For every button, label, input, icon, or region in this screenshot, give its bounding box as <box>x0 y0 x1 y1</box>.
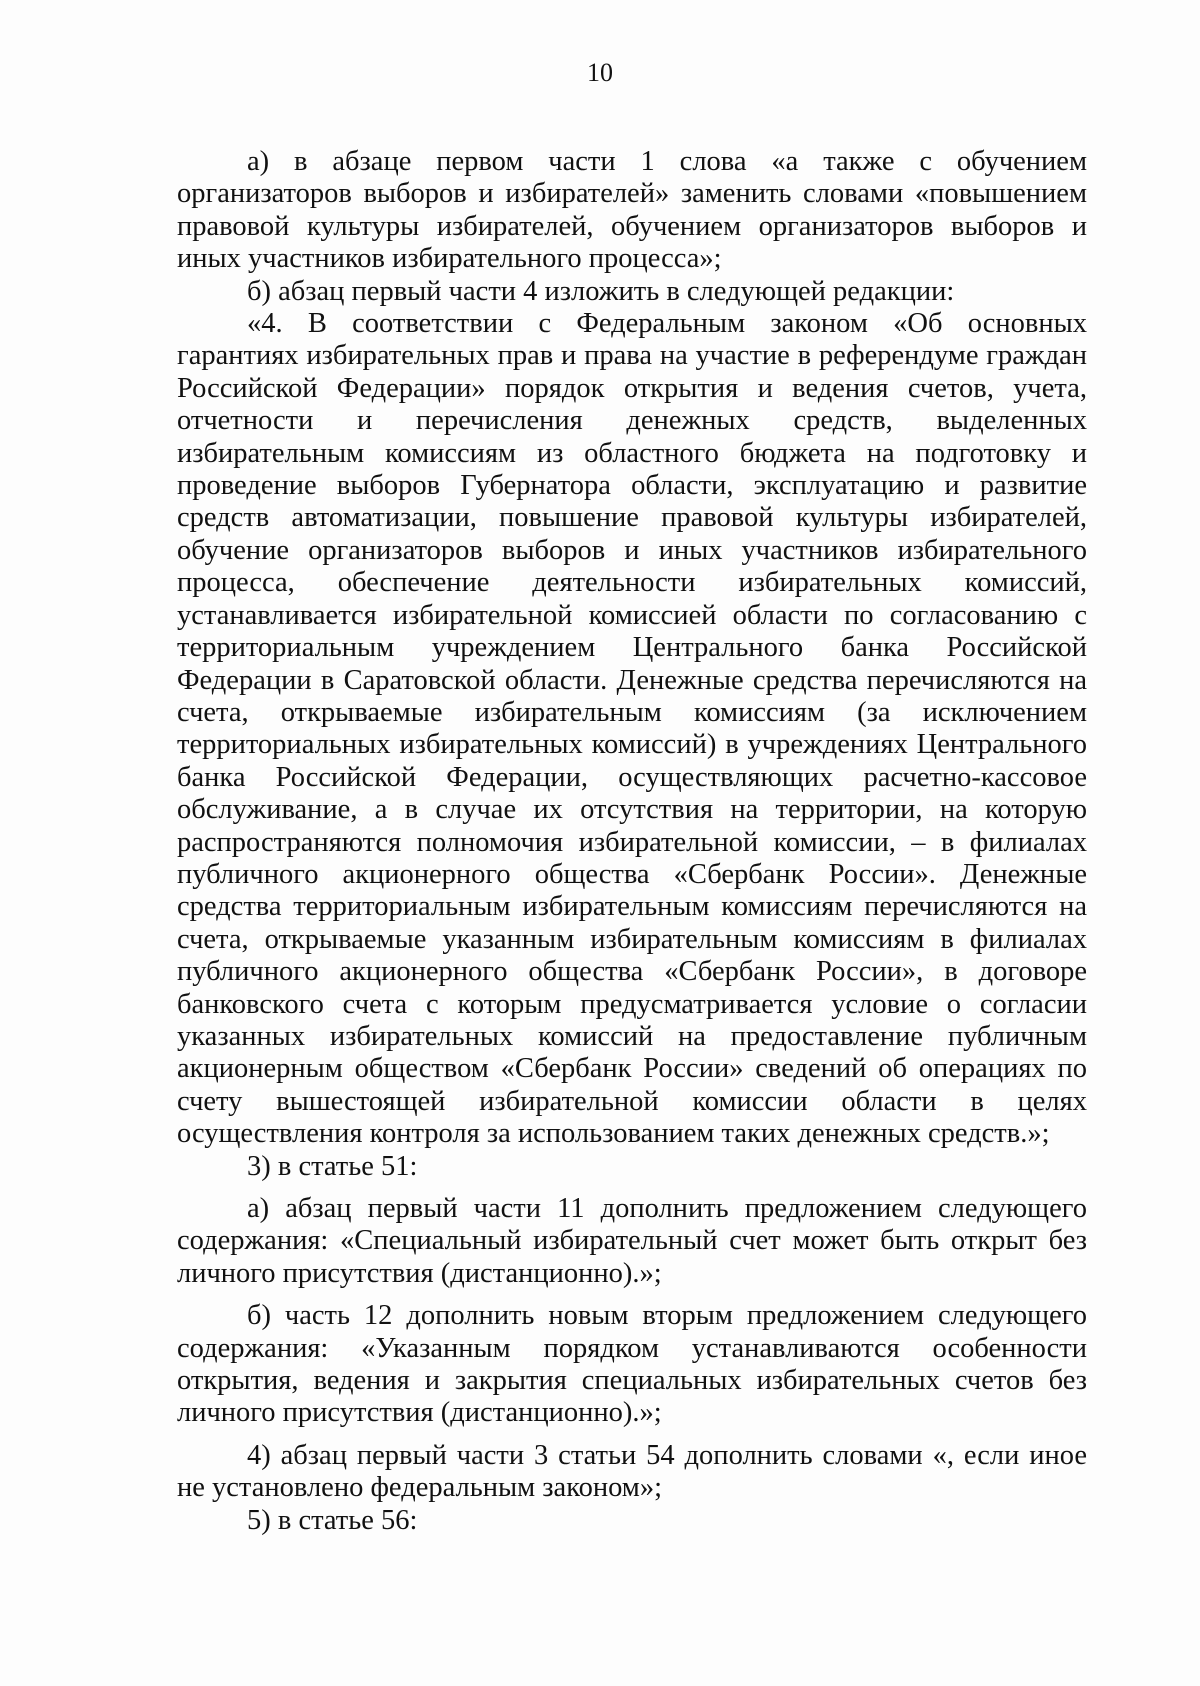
paragraph-article-51: 3) в статье 51: <box>247 1150 418 1182</box>
paragraph-article-54: 4) абзац первый части 3 статьи 54 дополнить словами «, если иное не установлено федеральным законом»; <box>177 1439 1087 1504</box>
page-number: 10 <box>587 58 613 87</box>
paragraph-article-56: 5) в статье 56: <box>247 1504 418 1536</box>
paragraph-quoted-part-4: «4. В соответствии с Федеральным законом «Об основных гарантиях избирательных прав и права на участие в референдуме граждан Российской Федерации» порядок открытия и ведения счетов, учета, отчетности и перечисления денежных средств, выделенных избирательным комиссиям из областного бюджета на подготовку и проведение выборов Губернатора области, эксплуатацию и развитие средств автоматизации, повышение правовой культуры избирателей, обучение организаторов выборов и иных участников избирательного процесса, обеспечение деятельности избирательных комиссий, устанавливается избирательной комиссией области по согласованию с территориальным учреждением Центрального банка Российской Федерации в Саратовской области. Денежные средства перечисляются на счета, открываемые избирательным комиссиям (за исключением территориальных избирательных комиссий) в учреждениях Центрального банка Российской Федерации, осуществляющих расчетно-кассовое обслуживание, а в случае их отсутствия на территории, на которую распространяются полномочия избирательной комиссии, – в филиалах публичного акционерного общества «Сбербанк России». Денежные средства территориальным избирательным комиссиям перечисляются на счета, открываемые указанным избирательным комиссиям в филиалах публичного акционерного общества «Сбербанк России», в договоре банковского счета с которым предусматривается условие о согласии указанных избирательных комиссий на предоставление публичным акционерным обществом «Сбербанк России» сведений об операциях по счету вышестоящей избирательной комиссии области в целях осуществления контроля за использованием таких денежных средств.»; <box>177 308 1087 1150</box>
paragraph-1a: а) в абзаце первом части 1 слова «а также с обучением организаторов выборов и избирателей» заменить словами «повышением правовой культуры избирателей, обучением организаторов выборов и иных участников избирательного процесса»; <box>177 146 1087 275</box>
paragraph-1b: б) абзац первый части 4 изложить в следующей редакции: <box>247 275 955 307</box>
document-body <box>177 146 1087 1537</box>
paragraph-51a: а) абзац первый части 11 дополнить предложением следующего содержания: «Специальный избирательный счет может быть открыт без личного присутствия (дистанционно).»; <box>177 1193 1087 1289</box>
paragraph-51b: б) часть 12 дополнить новым вторым предложением следующего содержания: «Указанным порядком устанавливаются особенности открытия, ведения и закрытия специальных избирательных счетов без личного присутствия (дистанционно).»; <box>177 1300 1087 1429</box>
